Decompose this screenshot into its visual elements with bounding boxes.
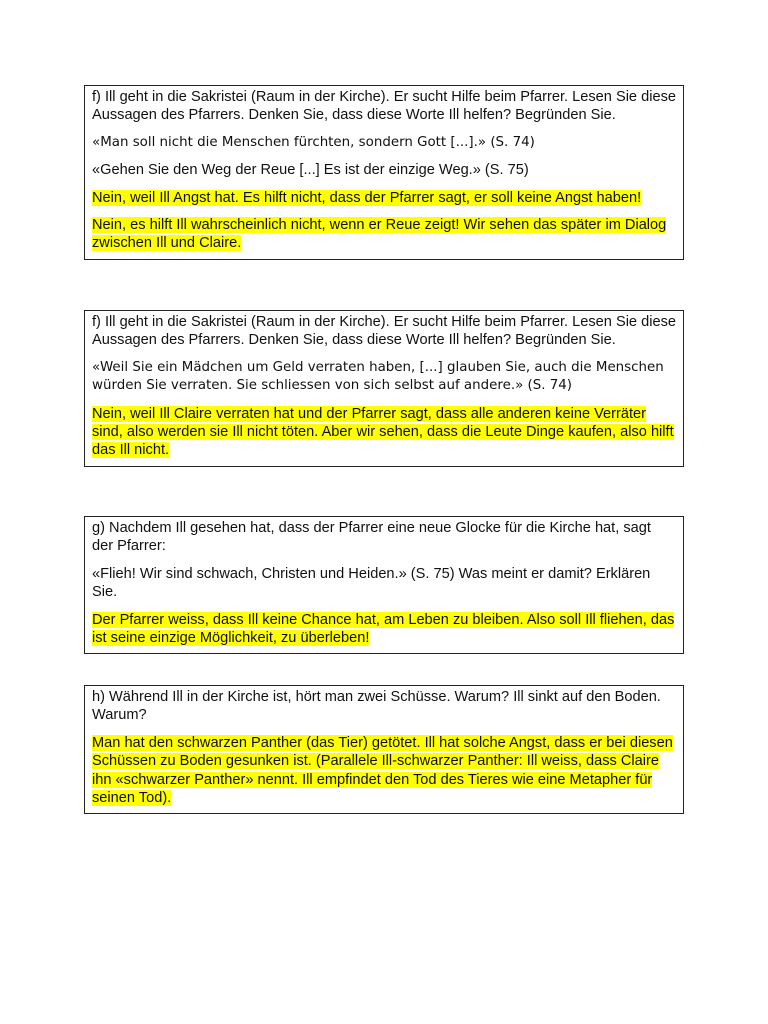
highlighted-answer: Nein, weil Ill Claire verraten hat und der Pfarrer sagt, dass alle anderen keine Verräter sind, also werden sie Ill nicht töten. Aber wir sehen, dass die Leute Dinge kaufen, also hilft das Ill nicht. [92,405,674,459]
quote-text: «Man soll nicht die Menschen fürchten, sondern Gott [...].» (S. 74) [92,134,535,150]
exercise-box-f2 [84,310,684,467]
exercise-box-f1 [84,85,684,260]
question-text: f) Ill geht in die Sakristei (Raum in der Kirche). Er sucht Hilfe beim Pfarrer. Lesen Sie diese Aussagen des Pfarrers. Denken Sie, dass diese Worte Ill helfen? Begründen Sie. [92,89,676,124]
question-text: h) Während Ill in der Kirche ist, hört man zwei Schüsse. Warum? Ill sinkt auf den Boden. Warum? [92,689,661,724]
highlighted-answer: Der Pfarrer weiss, dass Ill keine Chance hat, am Leben zu bleiben. Also soll Ill fliehen, das ist seine einzige Möglichkeit, zu überleben! [92,611,675,647]
question-text: f) Ill geht in die Sakristei (Raum in der Kirche). Er sucht Hilfe beim Pfarrer. Lesen Sie diese Aussagen des Pfarrers. Denken Sie, dass diese Worte Ill helfen? Begründen Sie. [92,314,676,349]
quote-text: «Flieh! Wir sind schwach, Christen und Heiden.» (S. 75) Was meint er damit? Erklären Sie. [92,565,651,601]
highlighted-answer: Nein, es hilft Ill wahrscheinlich nicht, wenn er Reue zeigt! Wir sehen das später im Dialog zwischen Ill und Claire. [92,217,667,252]
question-text: g) Nachdem Ill gesehen hat, dass der Pfarrer eine neue Glocke für die Kirche hat, sagt der Pfarrer: [92,520,651,555]
quote-text: «Weil Sie ein Mädchen um Geld verraten haben, [...] glauben Sie, auch die Menschen würden Sie verraten. Sie schliessen von sich selbst auf andere.» (S. 74) [92,359,664,394]
quote-text: «Gehen Sie den Weg der Reue [...] Es ist der einzige Weg.» (S. 75) [92,162,529,179]
highlighted-answer: Nein, weil Ill Angst hat. Es hilft nicht, dass der Pfarrer sagt, er soll keine Angst haben! [92,189,642,206]
exercise-box-g [84,516,684,654]
highlighted-answer: Man hat den schwarzen Panther (das Tier) getötet. Ill hat solche Angst, dass er bei diesen Schüssen zu Boden gesunken ist. (Parallele Ill-schwarzer Panther: Ill weiss, dass Claire ihn «schwarzer Panther» nennt. Ill empfindet den Tod des Tieres wie eine Metapher für seinen Tod). [92,734,673,807]
exercise-box-h [84,685,684,814]
